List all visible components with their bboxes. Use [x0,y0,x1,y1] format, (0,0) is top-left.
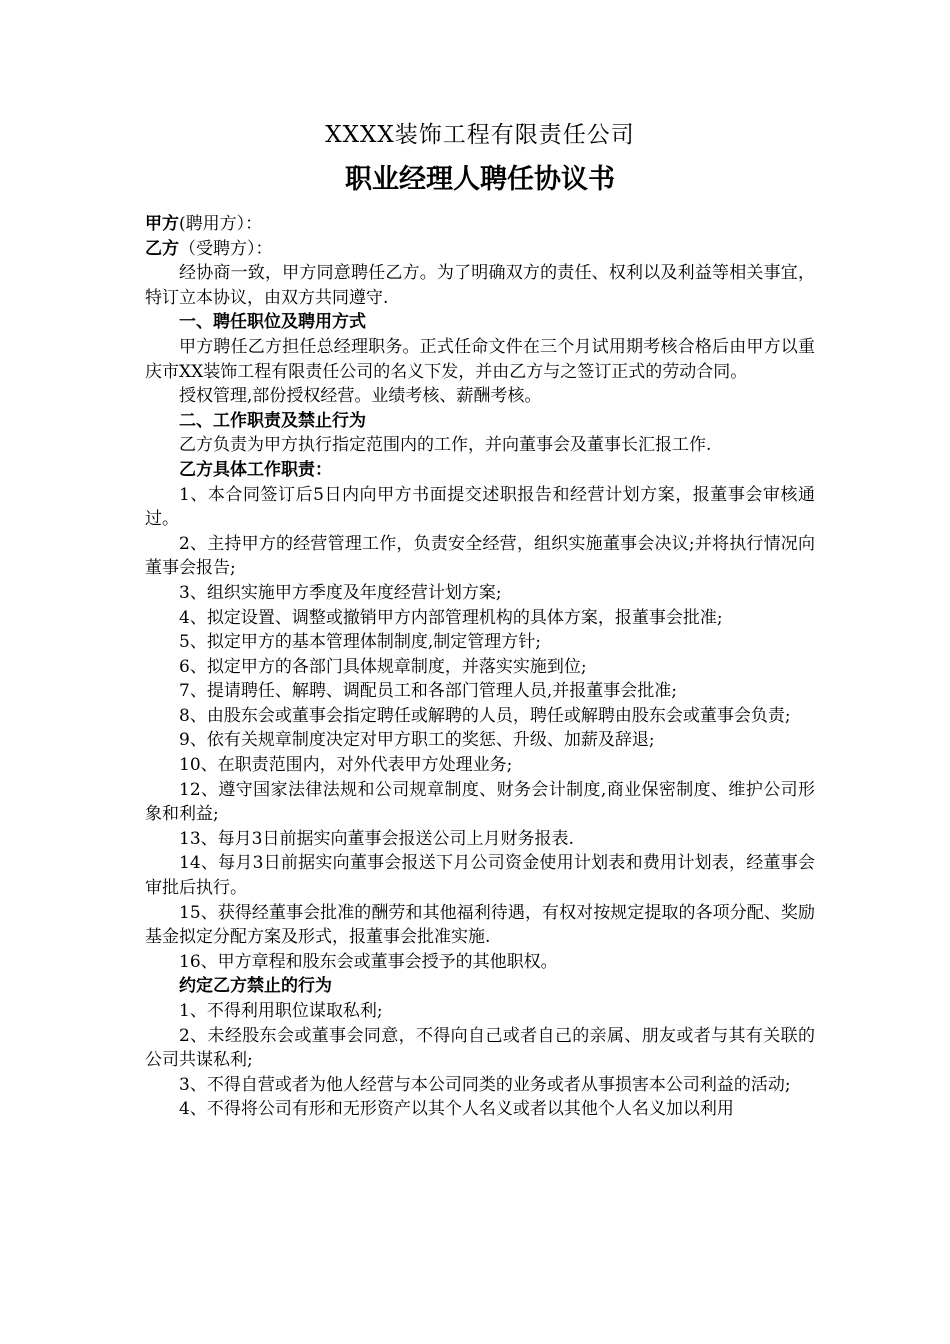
party-b-role: （受聘方）： [179,238,273,259]
duty-item: 15、获得经董事会批准的酬劳和其他福利待遇，有权对按规定提取的各项分配、奖励基金拟定分配方案及形式，报董事会批准实施. [145,902,815,948]
duty-item: 4、拟定设置、调整或撤销甲方内部管理机构的具体方案，报董事会批准; [179,607,723,628]
intro-paragraph: 经协商一致，甲方同意聘任乙方。为了明确双方的责任、权利以及利益等相关事宜，特订立本协议，由双方共同遵守. [145,263,815,308]
duty-item: 16、甲方章程和股东会或董事会授予的其他职权。 [179,951,558,972]
party-b-line [145,237,815,262]
prohibited-heading: 约定乙方禁止的行为 [179,976,332,997]
duty-item: 6、拟定甲方的各部门具体规章制度，并落实实施到位; [179,656,587,677]
party-b-label: 乙方 [145,238,179,259]
duties-heading: 乙方具体工作职责： [179,459,332,480]
prohibited-item: 4、不得将公司有形和无形资产以其个人名义或者以其他个人名义加以利用 [179,1099,734,1120]
party-a-line [145,212,815,237]
duty-item: 8、由股东会或董事会指定聘任或解聘的人员，聘任或解聘由股东会或董事会负责; [179,705,791,726]
duty-item: 2、主持甲方的经营管理工作，负责安全经营，组织实施董事会决议;并将执行情况向董事会报告; [145,533,815,579]
section1-paragraph: 甲方聘任乙方担任总经理职务。正式任命文件在三个月试用期考核合格后由甲方以重庆市XX装饰工程有限责任公司的名义下发，并由乙方与之签订正式的劳动合同。 [145,336,815,382]
duty-item: 12、遵守国家法律法规和公司规章制度、财务会计制度,商业保密制度、维护公司形象和利益; [145,779,815,825]
document-body [145,212,815,1122]
duty-item: 7、提请聘任、解聘、调配员工和各部门管理人员,并报董事会批准; [179,681,677,702]
duty-item: 1、本合同签订后5日内向甲方书面提交述职报告和经营计划方案，报董事会审核通过。 [145,484,815,530]
party-a-role: (聘用方）： [179,214,263,234]
section1-paragraph: 授权管理,部份授权经营。业绩考核、薪酬考核。 [179,386,542,407]
document-page [145,118,815,1122]
section2-heading: 二、工作职责及禁止行为 [179,410,366,431]
prohibited-item: 2、未经股东会或董事会同意，不得向自己或者自己的亲属、朋友或者与其有关联的公司共谋私利; [145,1025,815,1071]
duty-item: 5、拟定甲方的基本管理体制制度,制定管理方针; [179,632,541,653]
duty-item: 13、每月3日前据实向董事会报送公司上月财务报表. [179,828,574,849]
section1-heading: 一、聘任职位及聘用方式 [179,312,366,333]
prohibited-item: 3、不得自营或者为他人经营与本公司同类的业务或者从事损害本公司利益的活动; [179,1074,791,1095]
document-title: 职业经理人聘任协议书 [345,164,615,195]
duty-item: 14、每月3日前据实向董事会报送下月公司资金使用计划表和费用计划表，经董事会审批后执行。 [145,853,815,899]
duty-item: 3、组织实施甲方季度及年度经营计划方案; [179,582,502,603]
section2-paragraph: 乙方负责为甲方执行指定范围内的工作，并向董事会及董事长汇报工作. [179,435,712,456]
duty-item: 9、依有关规章制度决定对甲方职工的奖惩、升级、加薪及辞退; [179,730,655,751]
duty-item: 10、在职责范围内，对外代表甲方处理业务; [179,755,513,776]
prohibited-item: 1、不得利用职位谋取私利; [179,1001,383,1021]
party-a-label: 甲方 [145,214,179,234]
company-name: XXXX装饰工程有限责任公司 [325,122,635,148]
